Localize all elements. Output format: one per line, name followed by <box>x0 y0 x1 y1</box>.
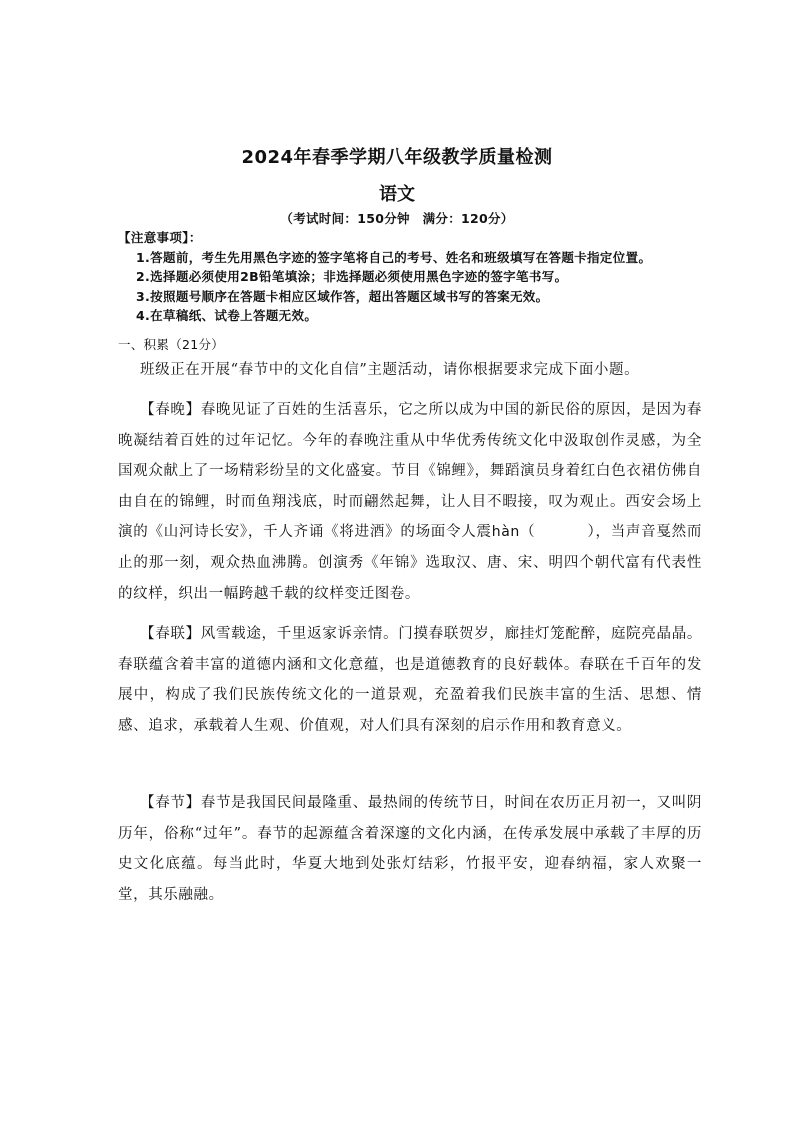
festival-tag: 【春节】 <box>140 795 201 811</box>
passage-couplets <box>118 619 702 741</box>
passage-festival <box>118 788 702 910</box>
section-heading: 一、积累（21分） <box>118 337 225 352</box>
festival-text: 春节是我国民间最隆重、最热闹的传统节日，时间在农历正月初一，又叫阴历年，俗称“过年”。春节的起源蕴含着深邃的文化内涵，在传承发展中承载了丰厚的历史文化底蕴。每当此时，华夏大地到处张灯结彩，竹报平安，迎春纳福，家人欢聚一堂，其乐融融。 <box>118 795 703 903</box>
subject-title: 语文 <box>379 184 415 205</box>
spring-gala-text-after: 当声音戛然而止的那一刻，观众热血沸腾。创演秀《年锦》选取汉、唐、宋、明四个朝代富有代表性的纹样，织出一幅跨越千载的纹样变迁图卷。 <box>118 524 702 602</box>
spring-gala-text-before: 春晚见证了百姓的生活喜乐，它之所以成为中国的新民俗的原因，是因为春晚凝结着百姓的过年记忆。今年的春晚注重从中华优秀传统文化中汲取创作灵感，为全国观众献上了一场精彩纷呈的文化盛宴。节目《锦鲤》，舞蹈演员身着红白色衣裙仿佛自由自在的锦鲤，时而鱼翔浅底，时而翩然起舞，让人目不暇接，叹为观止。西安会场上演的《山河诗长安》，千人齐诵《将进酒》的场面令人震 <box>118 402 703 541</box>
blank-open: （ <box>519 524 536 541</box>
pinyin-hint: hàn <box>491 524 520 541</box>
note-item: 1.答题前，考生先用黑色字迹的签字笔将自己的考号、姓名和班级填写在答题卡指定位置。 <box>136 249 652 265</box>
intro-paragraph <box>118 355 702 386</box>
note-item: 2.选择题必须使用2B铅笔填涂；非选择题必须使用黑色字迹的签字笔书写。 <box>136 269 568 284</box>
notes-heading: 【注意事项】： <box>118 230 202 245</box>
intro-text: 班级正在开展“春节中的文化自信”主题活动，请你根据要求完成下面小题。 <box>140 362 640 378</box>
exam-info: （考试时间：150分钟 满分：120分） <box>280 211 514 226</box>
exam-title: 2024年春季学期八年级教学质量检测 <box>241 147 553 168</box>
note-item: 3.按照题号顺序在答题卡相应区域作答，超出答题区域书写的答案无效。 <box>136 288 549 304</box>
festival-paragraph <box>118 788 702 910</box>
notes-block <box>118 228 702 326</box>
couplets-paragraph <box>118 619 702 741</box>
couplets-tag: 【春联】 <box>140 626 201 642</box>
note-item: 4.在草稿纸、试卷上答题无效。 <box>136 308 318 323</box>
spring-gala-paragraph <box>118 395 702 609</box>
blank-close: ）， <box>587 524 611 541</box>
passage-spring-gala <box>118 395 702 609</box>
couplets-text: 风雪载途，千里返家诉亲情。门摸春联贺岁，廊挂灯笼酡醉，庭院亮晶晶。春联蕴含着丰富的道德内涵和文化意蕴，也是道德教育的良好载体。春联在千百年的发展中，构成了我们民族传统文化的一道景观，充盈着我们民族丰富的生活、思想、情感、追求，承载着人生观、价值观，对人们具有深刻的启示作用和教育意义。 <box>118 626 703 734</box>
spring-gala-tag: 【春晚】 <box>140 402 201 418</box>
